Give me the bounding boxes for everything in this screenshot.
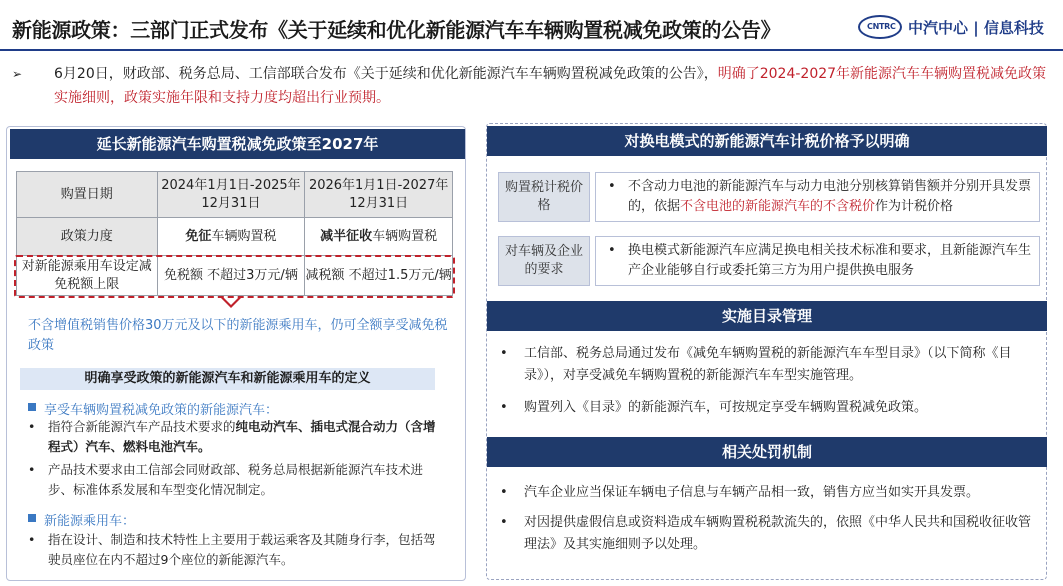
catalog-section-title: 实施目录管理 — [487, 301, 1047, 331]
list-item — [500, 482, 1040, 504]
header-divider — [0, 49, 1063, 51]
list-item-text: 工信部、税务总局通过发布《减免车辆购置税的新能源汽车车型目录》（以下简称《目录》），对享受减免车辆购置税的新能源汽车车型实施管理。 — [524, 346, 1012, 383]
table-cell: 对新能源乘用车设定减免税额上限 — [17, 256, 158, 296]
list-item-text: 购置列入《目录》的新能源汽车，可按规定享受车辆购置税减免政策。 — [524, 400, 928, 415]
bullet-icon: • — [500, 515, 508, 530]
definition-heading-text: 新能源乘用车： — [44, 514, 136, 529]
cntrc-logo-icon — [858, 15, 902, 39]
list-item-text: 指在设计、制造和技术特性上主要用于载运乘客及其随身行李，包括驾驶员座位在内不超过9个座位的新能源汽车。 — [48, 532, 436, 567]
penalty-section-title: 相关处罚机制 — [487, 437, 1047, 467]
list-item-bold: 纯电动汽车、插电式混合动力（含增程式）汽车、燃料电池汽车。 — [48, 419, 436, 454]
definition-heading-passenger — [28, 510, 135, 529]
intro-text: 6月20日，财政部、税务总局、工信部联合发布《关于延续和优化新能源汽车车辆购置税减免政策的公告》， — [54, 66, 718, 82]
body-highlight: 不含电池的新能源汽车的不含税价 — [680, 199, 876, 214]
half-label: 减半征收 — [320, 228, 373, 244]
list-item — [28, 460, 443, 500]
table-cell: 减税额 不超过1.5万元/辆 — [305, 256, 453, 296]
table-cell: 2026年1月1日-2027年12月31日 — [305, 172, 453, 218]
list-item-text: 对因提供虚假信息或资料造成车辆购置税税款流失的，依照《中华人民共和国税收征收管理法》及其实施细则予以处理。 — [524, 515, 1032, 552]
exempt-label: 免征 — [185, 228, 212, 244]
bullet-icon: • — [28, 462, 36, 477]
tax-price-label: 购置税计税价格 — [498, 172, 590, 222]
table-cell: 政策力度 — [17, 218, 158, 256]
table-row — [17, 172, 453, 218]
intro-highlight: 明确了2024-2027年新能源汽车车辆购置税减免政策实施细则，政策实施年限和支持力度均超出行业预期。 — [54, 66, 1047, 106]
list-item — [500, 397, 1040, 419]
table-cell: 免税额 不超过3万元/辆 — [157, 256, 305, 296]
definition-heading-text: 享受车辆购置税减免政策的新能源汽车： — [44, 403, 279, 418]
square-bullet-icon — [28, 514, 36, 522]
intro-paragraph — [12, 62, 1047, 110]
cell-text: 车辆购置税 — [372, 228, 438, 244]
left-section-title: 延长新能源汽车购置税减免政策至2027年 — [10, 129, 465, 159]
table-cell — [157, 218, 305, 256]
note-text: 不含增值税销售价格30万元及以下的新能源乘用车，仍可全额享受减免税政策 — [28, 318, 448, 353]
header — [0, 0, 1063, 56]
list-item-text: 指符合新能源汽车产品技术要求的 — [48, 419, 236, 434]
body-text: 不含动力电池的新能源汽车与动力电池分别核算销售额并分别开具发票的，依据 — [628, 179, 1032, 214]
square-bullet-icon — [28, 403, 36, 411]
battery-swap-section-title: 对换电模式的新能源汽车计税价格予以明确 — [487, 126, 1047, 156]
table-cell: 2024年1月1日-2025年12月31日 — [157, 172, 305, 218]
bullet-icon: • — [28, 419, 36, 434]
table-row — [17, 218, 453, 256]
requirements-label: 对车辆及企业的要求 — [498, 236, 590, 286]
requirements-body — [595, 236, 1040, 286]
list-item — [500, 343, 1040, 387]
page-title: 新能源政策：三部门正式发布《关于延续和优化新能源汽车车辆购置税减免政策的公告》 — [12, 18, 781, 42]
bullet-icon: • — [500, 485, 508, 500]
list-item — [28, 417, 443, 457]
logo-text: CNTRC — [867, 22, 896, 31]
list-item — [28, 530, 443, 570]
tax-price-body — [595, 172, 1040, 222]
bullet-icon: • — [608, 243, 616, 258]
definition-subheader: 明确享受政策的新能源汽车和新能源乘用车的定义 — [20, 368, 435, 390]
pointer-arrow-inner — [224, 298, 238, 305]
list-item-text: 产品技术要求由工信部会同财政部、税务总局根据新能源汽车技术进步、标准体系发展和车型变化情况制定。 — [48, 462, 424, 497]
arrow-bullet-icon: ➢ — [12, 67, 23, 81]
list-item — [500, 512, 1040, 556]
highlight-box — [14, 255, 455, 298]
brand-name: 中汽中心 | 信息科技 — [908, 19, 1044, 37]
bullet-icon: • — [500, 400, 508, 415]
cell-text: 车辆购置税 — [211, 228, 277, 244]
bullet-icon: • — [500, 346, 508, 361]
table-cell — [305, 218, 453, 256]
definition-heading-nev — [28, 399, 278, 418]
body-text-tail: 作为计税价格 — [875, 199, 954, 214]
bullet-icon: • — [28, 532, 36, 547]
bullet-icon: • — [608, 179, 616, 194]
body-text: 换电模式新能源汽车应满足换电相关技术标准和要求，且新能源汽车生产企业能够自行或委托第三方为用户提供换电服务 — [628, 243, 1032, 278]
list-item-text: 汽车企业应当保证车辆电子信息与车辆产品相一致，销售方应当如实开具发票。 — [524, 485, 980, 500]
table-cell: 购置日期 — [17, 172, 158, 218]
